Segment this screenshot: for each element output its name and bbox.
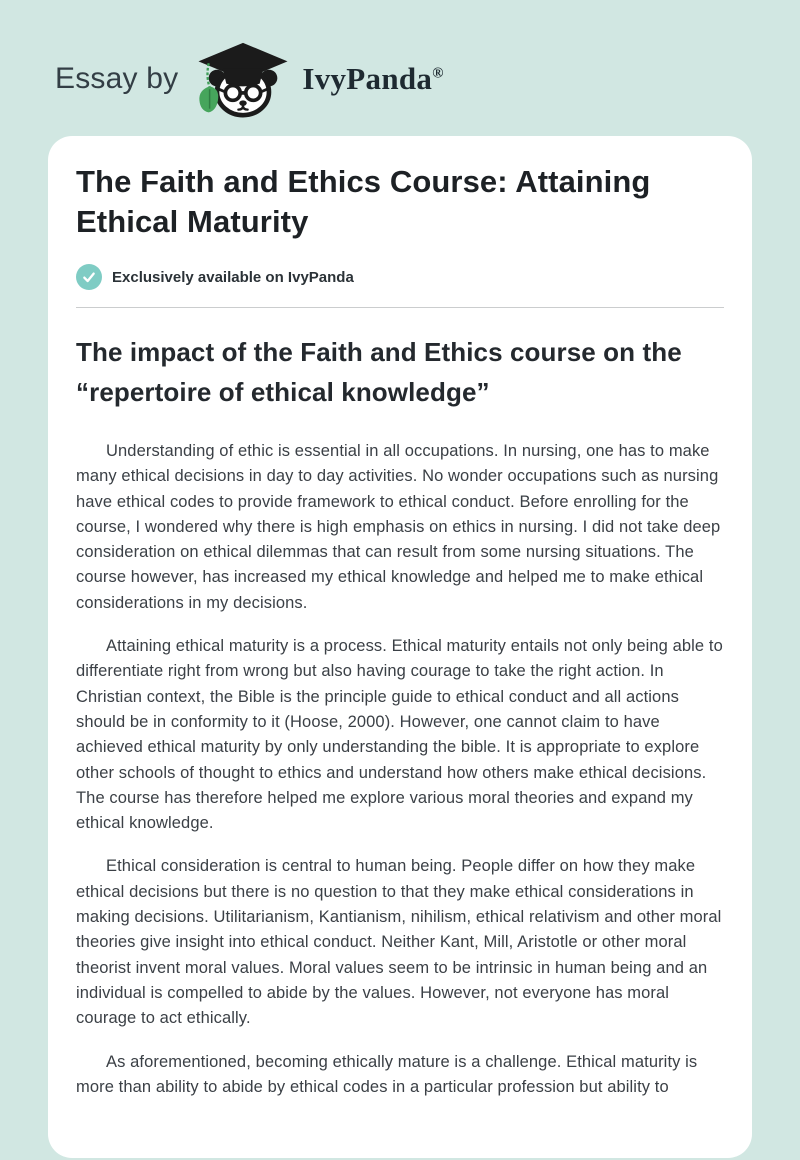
essay-title: The Faith and Ethics Course: Attaining Ethical Maturity: [76, 164, 651, 239]
brand-wordmark: [302, 61, 443, 97]
paragraph: Ethical consideration is central to human being. People differ on how they make ethical decisions but there is no question to that they make ethical considerations in making decisions. Utilitarianism, Kantianism, nihilism, ethical relativism and other moral theories give insight into ethical conduct. Neither Kant, Mill, Aristotle or other moral theorist invent moral values. Moral values seem to be intrinsic in human being and an individual is compelled to abide by the values. However, not everyone has moral courage to act ethically.: [76, 857, 722, 1028]
check-icon: [76, 264, 102, 290]
essay-body: [76, 439, 724, 1100]
paragraph: Attaining ethical maturity is a process. Ethical maturity entails not only being able to differentiate right from wrong but also having courage to take the right action. In Christian context, the Bible is the principle guide to ethical conduct and all actions should be in conformity to it (Hoose, 2000). However, one cannot claim to have achieved ethical maturity by only understanding the bible. It is appropriate to explore other schools of thought to ethics and understand how others make ethical decisions. The course has therefore helped me explore various moral theories and expand my ethical knowledge.: [76, 637, 723, 833]
divider: [76, 307, 724, 308]
brand-name: IvyPanda: [302, 61, 433, 96]
exclusive-badge: [76, 264, 724, 290]
essay-card: [48, 136, 752, 1158]
site-header: [0, 0, 800, 124]
essay-by-label: Essay by: [55, 62, 179, 95]
section-heading: The impact of the Faith and Ethics course on the “repertoire of ethical knowledge”: [76, 337, 682, 407]
paragraph: Understanding of ethic is essential in all occupations. In nursing, one has to make many ethical decisions in day to day activities. No wonder occupations such as nursing have ethical codes to provide framework to ethical conduct. Before enrolling for the course, I wondered why there is high emphasis on ethics in nursing. I did not take deep consideration on ethical dilemmas that can result from some nursing situations. The course however, has increased my ethical knowledge and helped me to make ethical considerations in my decisions.: [76, 442, 721, 612]
panda-logo-icon: [192, 40, 294, 118]
paragraph: As aforementioned, becoming ethically mature is a challenge. Ethical maturity is more than ability to abide by ethical codes in a particular profession but ability to: [76, 1052, 698, 1096]
exclusive-badge-label: Exclusively available on IvyPanda: [112, 268, 354, 286]
registered-mark: ®: [432, 65, 444, 82]
